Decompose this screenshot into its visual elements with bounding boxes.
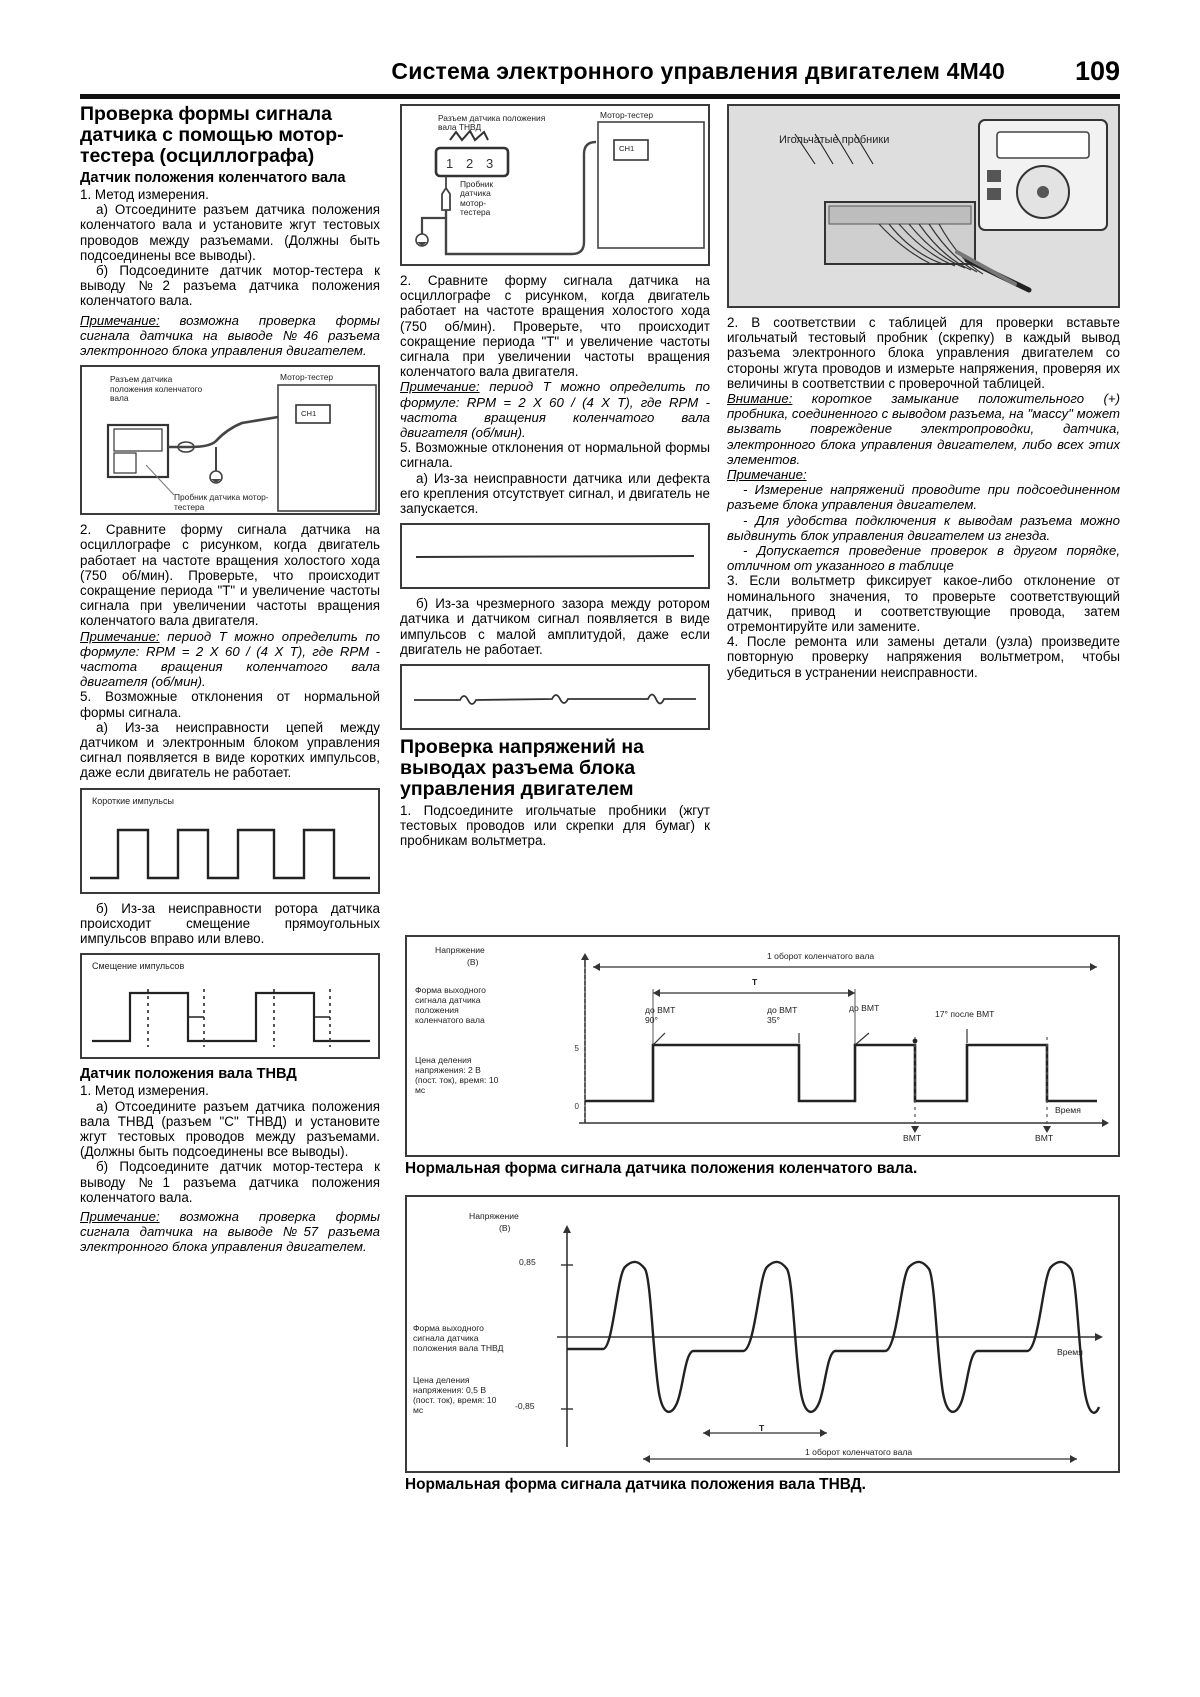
paragraph-deviation-a: а) Из-за неисправности цепей между датчиком и электронным блоком управления сигнал появляется в виде коротких импульсов, даже если двигатель не работает. (80, 719, 380, 781)
paragraph-mid-deviation-a: а) Из-за неисправности датчика или дефекта его крепления отсутствует сигнал, и двигатель не запускается. (400, 470, 710, 517)
svg-text:2: 2 (466, 156, 474, 171)
chart2-yunit: (В) (499, 1223, 511, 1233)
note-2-label: Примечание: (80, 628, 160, 644)
right-note-bullet-3: - Допускается проведение проверок в другом порядке, отличном от указанного в таблице (727, 543, 1120, 574)
figure-label-short-pulses: Короткие импульсы (92, 795, 174, 806)
mid-note-1-label: Примечание: (400, 379, 480, 395)
chart2-series-label: Форма выходного сигнала датчика положения вала ТНВД (413, 1323, 504, 1353)
chart-crankshaft-block (405, 935, 1120, 1178)
right-note-bullet-1: - Измерение напряжений проводите при подсоединенном разъеме блока управления двигателем. (727, 482, 1120, 513)
figure-label-tester: Мотор-тестер (280, 372, 334, 383)
figure-label-tnvd-ch1: CH1 (619, 144, 635, 153)
chart1-annotation-3: 17° после ВМТ (935, 1009, 995, 1019)
paragraph-step-b: б) Подсоедините датчик мотор-тестера к выводу №2 разъема датчика положения коленчатого вала. (80, 263, 380, 309)
chart2-caption: Нормальная форма сигнала датчика положения вала ТНВД. (405, 1476, 866, 1493)
figure-needle-probes-photo (727, 104, 1120, 308)
paragraph-mid-deviation-b: б) Из-за чрезмерного зазора между ротором датчика и датчиком сигнал появляется в виде импульсов с малой амплитудой, даже если двигатель не работает. (400, 596, 710, 657)
page-header (80, 58, 1120, 98)
paragraph-deviation-b: б) Из-за неисправности ротора датчика происходит смещение прямоугольных импульсов вправо или влево. (80, 900, 380, 947)
figure-label-tnvd-connector: Разъем датчика положения вала ТНВД (438, 113, 546, 133)
figure-label-probe: Пробник датчика мотор-тестера (174, 492, 269, 512)
svg-text:3: 3 (486, 156, 494, 171)
note-3-label: Примечание: (80, 1208, 160, 1224)
paragraph-right-step2: 2. В соответствии с таблицей для проверки вставьте игольчатый тестовый пробник (скрепку) в каждый вывод разъема электронного блока управления двигателем со стороны жгута проводов и измерьте напряжения, проверяя их величины в соответствии с проверочной таблицей. (727, 315, 1120, 391)
chart-crankshaft-waveform (405, 935, 1120, 1157)
right-column (727, 104, 1120, 680)
mid-note-1-text: период Т можно определить по формуле: RPM = 2 X 60 / (4 X T), где RPM - частота вращения коленчатого вала двигателя (об/мин). (400, 379, 710, 441)
warning-note (727, 391, 1120, 467)
chart-tnvd-block (405, 1195, 1120, 1494)
chart1-annotation-0: до ВМТ 90° (645, 1005, 676, 1025)
chart1-xlabel: Время (1055, 1105, 1081, 1115)
paragraph-right-step3: 3. Если вольтметр фиксирует какое-либо отклонение от номинального значения, то проверьте соответствующий датчик, привод и соответствующие провода, затем отремонтируйте или замените. (727, 573, 1120, 635)
left-column (80, 104, 380, 1255)
chart1-period-label: T (752, 977, 758, 987)
chart2-xlabel: Время (1057, 1347, 1083, 1357)
chart2-scale-note: Цена деления напряжения: 0,5 В (пост. ток), время: 10 мс (413, 1375, 497, 1415)
paragraph-deviations: 5. Возможные отклонения от нормальной формы сигнала. (80, 689, 380, 720)
chart1-span-label: 1 оборот коленчатого вала (767, 951, 875, 961)
paragraph-right-step4: 4. После ремонта или замены детали (узла) произведите повторную проверку напряжения вольтметром, чтобы убедиться в устранении неисправности. (727, 634, 1120, 680)
paragraph-tnvd-step-b: б) Подсоедините датчик мотор-тестера к выводу №1 разъема датчика положения коленчатого вала. (80, 1159, 380, 1205)
paragraph-tnvd-method: 1. Метод измерения. (80, 1083, 209, 1099)
chart1-baseline-mark-1: ВМТ (1035, 1133, 1054, 1143)
note-3 (80, 1209, 380, 1255)
svg-text:1: 1 (446, 156, 454, 171)
figure-label-tnvd-probe: Пробник датчика мотор-тестера (460, 179, 494, 218)
subheading-tnvd-sensor: Датчик положения вала ТНВД (80, 1066, 297, 1083)
svg-text:0: 0 (574, 1102, 579, 1111)
figure-short-pulses (80, 788, 380, 894)
note-3-text: возможна проверка формы сигнала датчика на выводе №57 разъема электронного блока управления двигателем. (80, 1208, 380, 1255)
note-1 (80, 313, 380, 359)
chart1-yunit: (В) (467, 957, 479, 967)
note-2 (80, 629, 380, 690)
paragraph-voltage-step1: 1. Подсоедините игольчатые пробники (жгут тестовых проводов или скрепки для бумаг) к пробникам вольтметра. (400, 803, 710, 849)
chart1-series-label: Форма выходного сигнала датчика положения коленчатого вала (415, 985, 486, 1025)
figure-shifted-pulses (80, 953, 380, 1059)
chart2-span-label: 1 оборот коленчатого вала (805, 1447, 913, 1457)
figure-label-connector: Разъем датчика положения коленчатого вала (110, 374, 203, 404)
chart2-ylabel: Напряжение (469, 1211, 519, 1221)
note-2-text: период Т можно определить по формуле: RPM = 2 X 60 / (4 X T), где RPM - частота вращения коленчатого вала двигателя (об/мин). (80, 628, 380, 690)
figure-label-needle-probes: Игольчатые пробники (779, 134, 890, 146)
figure-no-signal-waveform (400, 523, 710, 589)
note-1-label: Примечание: (80, 312, 160, 328)
chart1-scale-note: Цена деления напряжения: 2 В (пост. ток), время: 10 мс (415, 1055, 499, 1095)
chart1-caption: Нормальная форма сигнала датчика положения коленчатого вала. (405, 1160, 918, 1177)
page-number: 109 (1074, 56, 1120, 86)
section-heading-voltage-check: Проверка напряжений на выводах разъема блока управления двигателем (400, 736, 644, 801)
chart1-annotation-2: до ВМТ (849, 1003, 880, 1013)
chart1-ylabel: Напряжение (435, 945, 485, 955)
paragraph-method: 1. Метод измерения. (80, 187, 209, 202)
paragraph-compare: 2. Сравните форму сигнала датчика на осциллографе с рисунком, когда двигатель работает на частоте вращения холостого хода (750 об/мин). Проверьте, что происходит сокращение периода "Т" и увеличение частоты сигнала при увеличении частоты вращения коленчатого вала двигателя. (80, 522, 380, 629)
section-heading-waveform-check: Проверка формы сигнала датчика с помощью мотор-тестера (осциллографа) (80, 103, 344, 167)
figure-tnvd-sensor-hookup (400, 104, 710, 266)
figure-crank-sensor-hookup (80, 365, 380, 515)
figure-label-tnvd-tester: Мотор-тестер (600, 110, 654, 120)
middle-column (400, 104, 710, 849)
paragraph-mid-deviations: 5. Возможные отклонения от нормальной формы сигнала. (400, 440, 710, 471)
chart1-annotation-1: до ВМТ 35° (767, 1005, 798, 1025)
figure-label-shifted-pulses: Смещение импульсов (92, 961, 185, 972)
right-note-label-text: Примечание: (727, 467, 807, 483)
chart2-period-label: T (759, 1423, 765, 1433)
paragraph-tnvd-step-a: а) Отсоедините разъем датчика положения вала ТНВД (разъем "С" ТНВД) и установите жгут тестовых проводов между разъемами. (Должны быть подсоединены все выводы). (80, 1098, 380, 1160)
note-1-text: возможна проверка формы сигнала датчика на выводе №46 разъема электронного блока управления двигателем. (80, 312, 380, 359)
subheading-crank-sensor: Датчик положения коленчатого вала (80, 170, 346, 186)
chart1-baseline-mark-0: ВМТ (903, 1133, 922, 1143)
svg-text:5: 5 (574, 1044, 579, 1053)
chart-tnvd-waveform (405, 1195, 1120, 1473)
mid-note-1 (400, 379, 710, 440)
warning-text: короткое замыкание положительного (+) пробника, соединенного с выводом разъема, на "массу" может вызвать повреждение электропроводки, датчика, электронного блока управления двигателем, либо всех этих элементов. (727, 391, 1120, 467)
chart2-ytick-neg: -0,85 (515, 1401, 535, 1411)
figure-label-ch1: CH1 (301, 409, 317, 419)
right-note-bullet-2: - Для удобства подключения к выводам разъема можно выдвинуть блок управления двигателем из гнезда. (727, 512, 1120, 543)
warning-label: Внимание: (727, 391, 793, 407)
paragraph-step-a: а) Отсоедините разъем датчика положения коленчатого вала и установите жгут тестовых проводов между разъемами. (Должны быть подсоединены все выводы). (80, 202, 380, 263)
page-title: Система электронного управления двигателем 4M40 (391, 58, 1005, 84)
chart2-ytick-pos: 0,85 (519, 1257, 536, 1267)
header-rule (80, 94, 1120, 99)
right-note-label (727, 467, 1120, 482)
paragraph-mid-compare: 2. Сравните форму сигнала датчика на осциллографе с рисунком, когда двигатель работает на частоте вращения холостого хода (750 об/мин). Проверьте, что происходит сокращение периода "Т" и увеличение частоты сигнала при увеличении частоты вращения коленчатого вала двигателя. (400, 273, 710, 380)
figure-low-amplitude-waveform (400, 664, 710, 730)
